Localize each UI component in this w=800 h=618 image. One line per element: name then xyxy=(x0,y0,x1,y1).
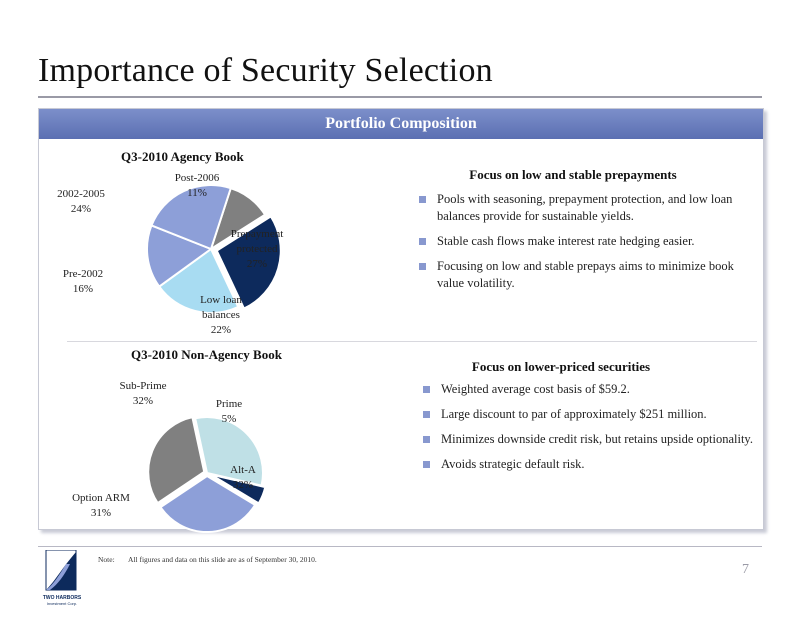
nonagency-bullet-text: Avoids strategic default risk. xyxy=(441,457,585,471)
pie-value-label: 27% xyxy=(246,258,268,270)
nonagency-bullet-text: Weighted average cost basis of $59.2. xyxy=(441,382,630,396)
agency-bullet-text: Pools with seasoning, prepayment protection, and low loan balances provide for sustainable yields. xyxy=(437,192,733,223)
nonagency-bullet-item xyxy=(423,431,763,448)
pie-label-text: Prime xyxy=(215,398,243,410)
nonagency-bullet-text: Large discount to par of approximately $251 million. xyxy=(441,407,707,421)
pie-label-text: Low loan xyxy=(200,294,242,306)
panel-header: Portfolio Composition xyxy=(39,109,763,139)
nonagency-focus-title: Focus on lower-priced securities xyxy=(471,359,651,374)
page-number: 7 xyxy=(742,562,749,577)
pie-value-label: 16% xyxy=(72,283,94,295)
square-bullet-icon xyxy=(423,386,430,393)
square-bullet-icon xyxy=(423,461,430,468)
logo-text xyxy=(40,595,84,607)
agency-bullet-item xyxy=(419,258,749,292)
pie-label-prime xyxy=(216,397,242,427)
pie-label-pre-2002 xyxy=(63,267,103,297)
footer-rule xyxy=(38,546,762,547)
agency-bullet-text: Focusing on low and stable prepays aims to minimize book value volatility. xyxy=(437,259,734,290)
square-bullet-icon xyxy=(423,411,430,418)
pie-label-post-2006 xyxy=(175,171,220,201)
pie-label-text: Sub-Prime xyxy=(119,380,167,392)
square-bullet-icon xyxy=(419,238,426,245)
pie-label-text: protected xyxy=(236,243,278,255)
nonagency-chart-title: Q3-2010 Non-Agency Book xyxy=(131,347,282,362)
square-bullet-icon xyxy=(423,436,430,443)
agency-bullet-text: Stable cash flows make interest rate hedging easier. xyxy=(437,234,695,248)
agency-chart-title: Q3-2010 Agency Book xyxy=(121,149,244,164)
agency-focus-bullets xyxy=(419,191,749,300)
section-divider xyxy=(67,341,757,342)
pie-value-label: 5% xyxy=(221,413,237,425)
pie-value-label: 24% xyxy=(70,203,92,215)
pie-value-label: 32% xyxy=(232,479,254,491)
note-text: All figures and data on this slide are as of September 30, 2010. xyxy=(128,555,317,564)
nonagency-bullet-item xyxy=(423,456,763,473)
nonagency-bullet-text: Minimizes downside credit risk, but retains upside optionality. xyxy=(441,432,753,446)
title-rule xyxy=(38,96,762,98)
logo-sub: Investment Corp. xyxy=(46,601,78,606)
square-bullet-icon xyxy=(419,263,426,270)
pie-value-label: 11% xyxy=(187,187,207,199)
pie-label-prepayment-protected xyxy=(231,227,284,272)
agency-bullet-item xyxy=(419,233,749,250)
pie-label-text: 2002-2005 xyxy=(57,188,105,200)
page-title: Importance of Security Selection xyxy=(38,52,493,89)
agency-focus-title: Focus on low and stable prepayments xyxy=(469,167,677,182)
pie-value-label: 31% xyxy=(90,507,112,519)
pie-label-text: Option ARM xyxy=(72,492,130,504)
nonagency-focus-bullets xyxy=(423,381,763,481)
pie-label-text: Alt-A xyxy=(230,464,256,476)
note-label: Note: xyxy=(98,555,115,564)
nonagency-bullet-item xyxy=(423,381,763,398)
square-bullet-icon xyxy=(419,196,426,203)
agency-bullet-item xyxy=(419,191,749,225)
pie-value-label: 22% xyxy=(210,324,232,336)
logo-name: TWO HARBORS xyxy=(42,595,82,601)
pie-value-label: 32% xyxy=(132,395,154,407)
pie-label-option-arm xyxy=(72,491,130,521)
portfolio-panel xyxy=(38,108,764,530)
pie-label-sub-prime xyxy=(119,379,166,409)
pie-label-2002-2005 xyxy=(57,187,105,217)
pie-label-text: Prepayment xyxy=(230,228,284,240)
pie-label-low-loan-balances xyxy=(200,293,242,338)
pie-label-text: Post-2006 xyxy=(174,172,220,184)
nonagency-bullet-item xyxy=(423,406,763,423)
pie-label-text: balances xyxy=(202,309,240,321)
pie-label-alt-a xyxy=(230,463,256,493)
pie-label-text: Pre-2002 xyxy=(62,268,104,280)
